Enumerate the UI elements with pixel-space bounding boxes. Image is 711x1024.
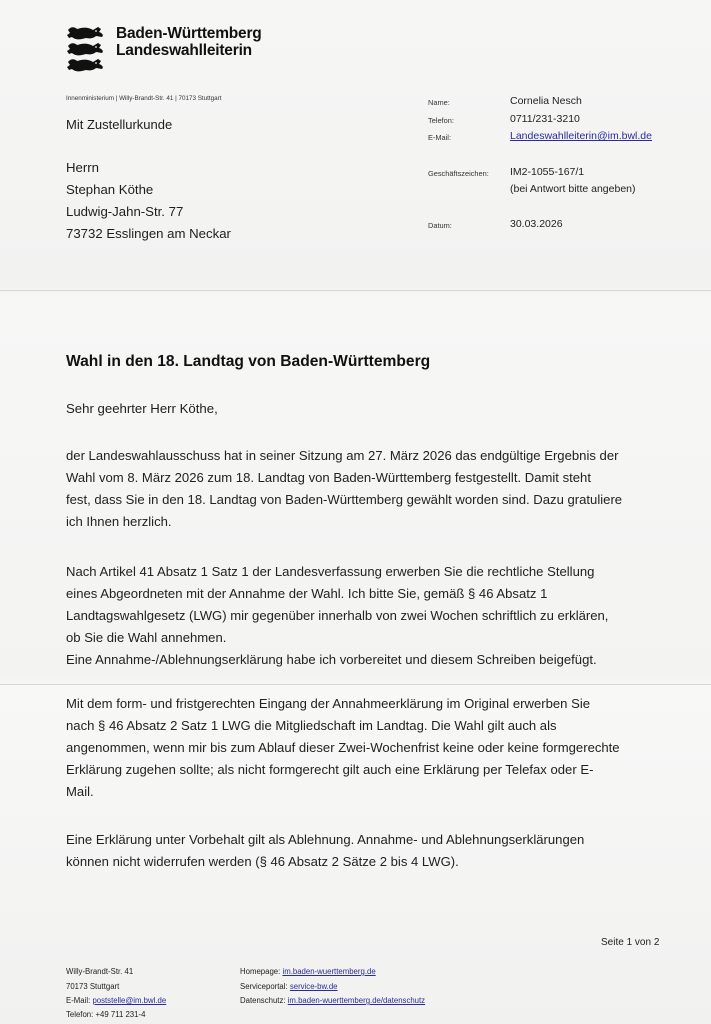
meta-reference-note: (bei Antwort bitte angeben) xyxy=(510,183,636,195)
text-line: angenommen, wenn mir bis zum Ablauf dieser Zwei-Wochenfrist keine oder keine formgerechte xyxy=(66,740,620,755)
paragraph-result xyxy=(66,445,666,533)
meta-phone-label: Telefon: xyxy=(428,116,454,125)
text-line: Erklärung zugehen sollte; als nicht formgerecht gilt auch eine Erklärung per Telefax oder E- xyxy=(66,762,594,777)
recipient-name: Stephan Köthe xyxy=(66,182,154,197)
text-line: nach § 46 Absatz 2 Satz 1 LWG die Mitgliedschaft im Landtag. Die Wahl gilt auch als xyxy=(66,718,557,733)
footer-serviceportal-label: Serviceportal: xyxy=(240,982,288,991)
text-line: Nach Artikel 41 Absatz 1 Satz 1 der Landesverfassung erwerben Sie die rechtliche Stellung xyxy=(66,564,595,579)
delivery-note: Mit Zustellurkunde xyxy=(66,117,173,132)
recipient-street: Ludwig-Jahn-Str. 77 xyxy=(66,204,184,219)
coat-of-arms-icon xyxy=(66,24,106,74)
org-name: Baden-Württemberg xyxy=(116,25,262,42)
footer-email-label: E-Mail: xyxy=(66,996,91,1005)
text-line: fest, dass Sie in den 18. Landtag von Baden-Württemberg gewählt worden sind. Dazu gratuliere xyxy=(66,492,623,507)
page-number: Seite 1 von 2 xyxy=(601,937,660,948)
paragraph-acceptance-request xyxy=(66,561,666,671)
sender-return-address: Innenministerium | Willy-Brandt-Str. 41 | 70173 Stuttgart xyxy=(66,95,222,102)
paper-fold xyxy=(0,290,711,291)
recipient-city: 73732 Esslingen am Neckar xyxy=(66,226,231,241)
text-line: Eine Erklärung unter Vorbehalt gilt als Ablehnung. Annahme- und Ablehnungserklärungen xyxy=(66,832,585,847)
footer-email-link[interactable]: poststelle@im.bwl.de xyxy=(92,996,167,1005)
paragraph-reservation xyxy=(66,829,666,873)
text-line: Landtagswahlgesetz (LWG) mir gegenüber innerhalb von zwei Wochen schriftlich zu erklären, xyxy=(66,608,609,623)
meta-email-label: E-Mail: xyxy=(428,133,451,142)
meta-name-label: Name: xyxy=(428,98,450,107)
meta-reference-value: IM2-1055-167/1 xyxy=(510,166,585,178)
text-line: Wahl vom 8. März 2026 zum 18. Landtag von Baden-Württemberg festgestellt. Damit steht xyxy=(66,470,591,485)
letter-subject: Wahl in den 18. Landtag von Baden-Württemberg xyxy=(66,353,431,370)
footer-phone: Telefon: +49 711 231-4 xyxy=(66,1010,146,1019)
letter-salutation: Sehr geehrter Herr Köthe, xyxy=(66,401,218,416)
text-line: können nicht widerrufen werden (§ 46 Absatz 2 Sätze 2 bis 4 LWG). xyxy=(66,854,459,869)
footer-privacy xyxy=(240,996,425,1005)
meta-email-link[interactable]: Landeswahlleiterin@im.bwl.de xyxy=(510,130,652,142)
meta-reference-label: Geschäftszeichen: xyxy=(428,169,489,178)
footer-city: 70173 Stuttgart xyxy=(66,982,120,991)
meta-date-label: Datum: xyxy=(428,221,452,230)
text-line: ob Sie die Wahl annehmen. xyxy=(66,630,227,645)
footer-serviceportal xyxy=(240,982,338,991)
text-line: Mail. xyxy=(66,784,94,799)
meta-phone-value: 0711/231-3210 xyxy=(510,113,580,125)
text-line: ich Ihnen herzlich. xyxy=(66,514,172,529)
footer-privacy-label: Datenschutz: xyxy=(240,996,286,1005)
footer-serviceportal-link[interactable]: service-bw.de xyxy=(289,982,338,991)
meta-name-value: Cornelia Nesch xyxy=(510,95,582,107)
paper-fold xyxy=(0,684,711,685)
text-line: Mit dem form- und fristgerechten Eingang der Annahmeerklärung im Original erwerben Sie xyxy=(66,696,591,711)
footer-homepage-link[interactable]: im.baden-wuerttemberg.de xyxy=(282,967,376,976)
text-line: eines Abgeordneten mit der Annahme der Wahl. Ich bitte Sie, gemäß § 46 Absatz 1 xyxy=(66,586,548,601)
meta-date-value: 30.03.2026 xyxy=(510,218,563,230)
org-title: Landeswahlleiterin xyxy=(116,42,252,59)
recipient-salutation: Herrn xyxy=(66,160,99,175)
footer-homepage-label: Homepage: xyxy=(240,967,281,976)
paragraph-membership xyxy=(66,693,666,803)
text-line: Eine Annahme-/Ablehnungserklärung habe ich vorbereitet und diesem Schreiben beigefügt. xyxy=(66,652,597,667)
footer-homepage xyxy=(240,967,376,976)
footer-privacy-link[interactable]: im.baden-wuerttemberg.de/datenschutz xyxy=(287,996,426,1005)
footer-street: Willy-Brandt-Str. 41 xyxy=(66,967,134,976)
footer-email xyxy=(66,996,166,1005)
text-line: der Landeswahlausschuss hat in seiner Sitzung am 27. März 2026 das endgültige Ergebnis der xyxy=(66,448,619,463)
